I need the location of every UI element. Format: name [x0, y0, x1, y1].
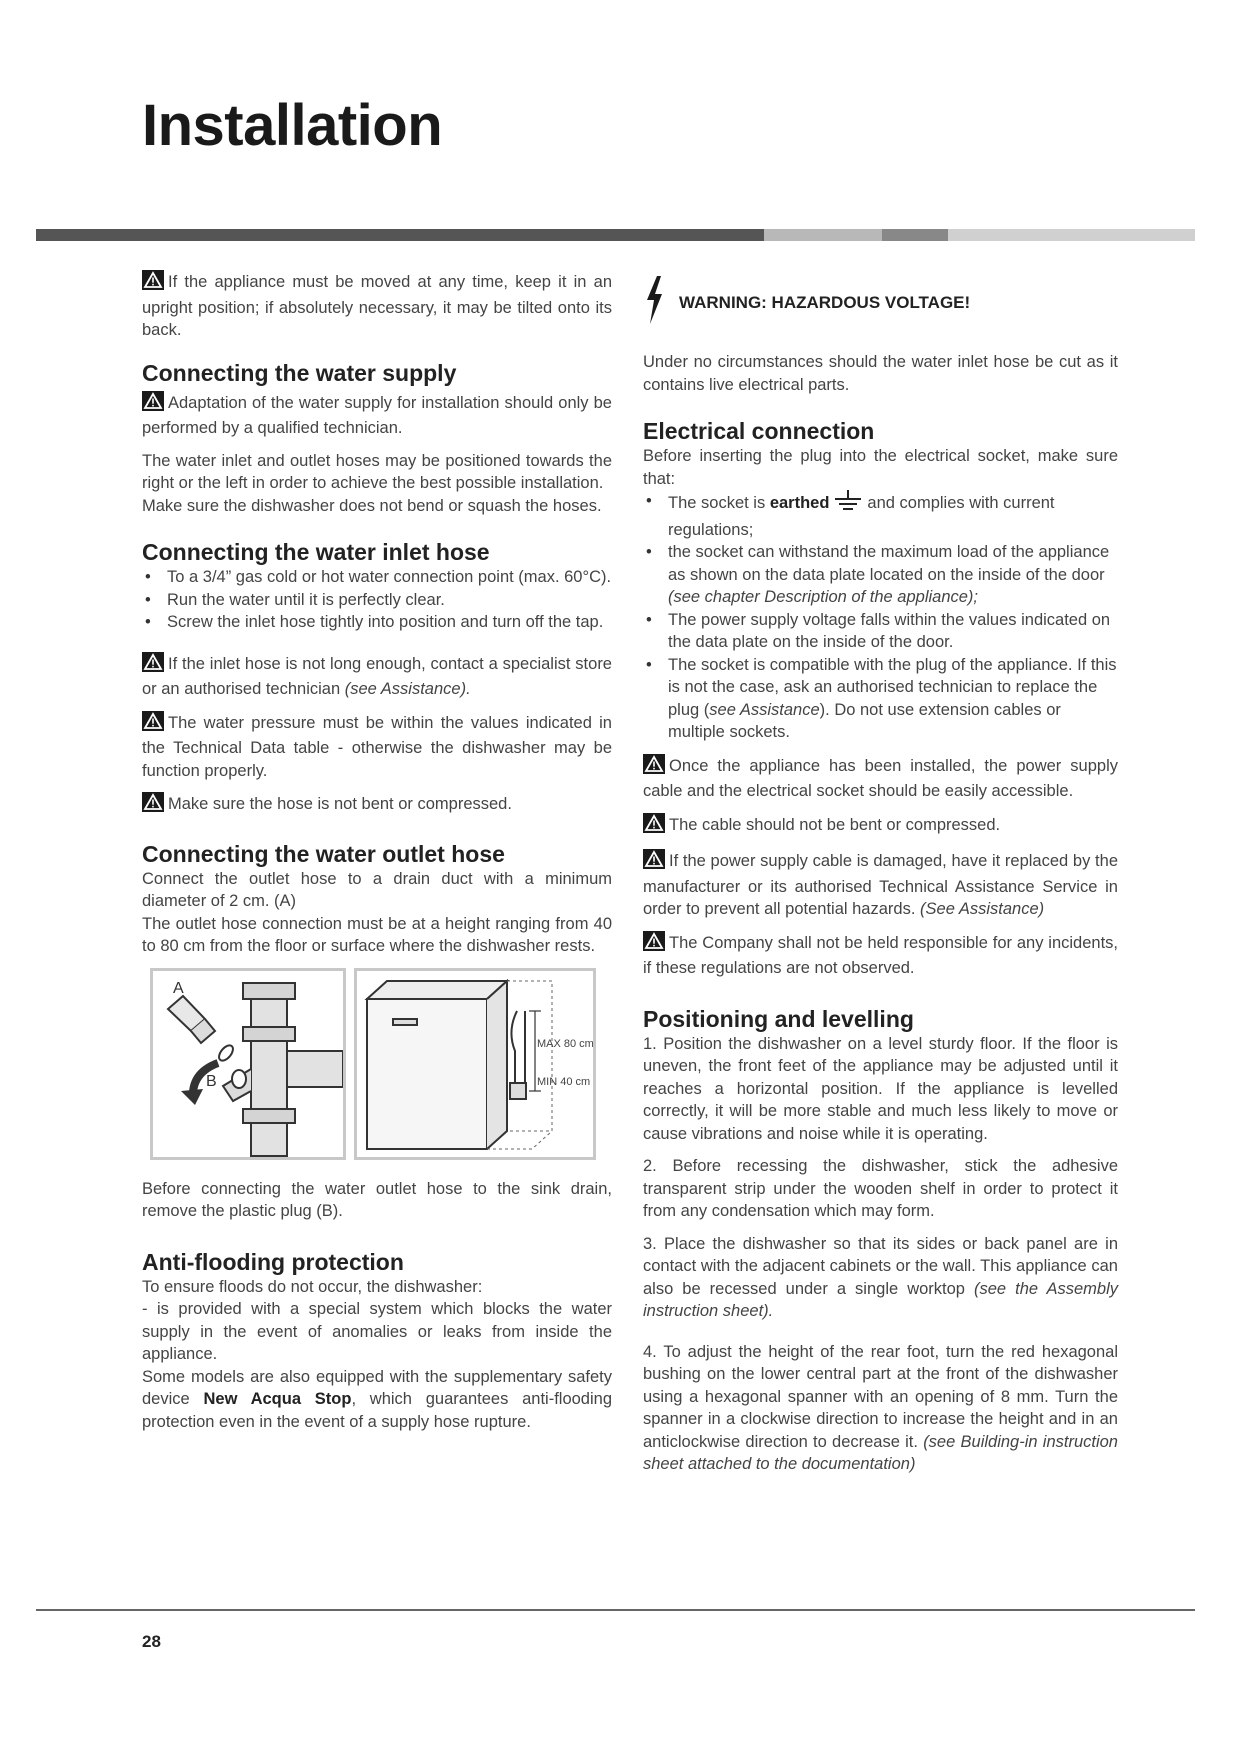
footer-rule	[36, 1609, 1195, 1611]
list-item	[643, 654, 1118, 744]
socket-text-a: The socket is compatible with the plug of the appliance. If this is not the case, ask an authorised technician to replace the plug (	[668, 655, 1117, 719]
electrical-list-2	[643, 609, 1118, 744]
fig-min-label: MIN 40 cm	[537, 1075, 591, 1088]
warning-icon	[142, 711, 164, 738]
list-item: • To a 3/4” gas cold or hot water connection point (max. 60°C).	[142, 566, 612, 589]
heading-water-supply: Connecting the water supply	[142, 359, 457, 386]
description-ref: (see chapter Description of the appliance);	[668, 588, 979, 606]
anti-flooding-paragraph-2: - is provided with a special system which blocks the water supply in the event of anomalies or leaks from inside the appliance.	[142, 1300, 612, 1363]
water-supply-warning	[142, 391, 612, 440]
fig-label-b: B	[206, 1072, 217, 1090]
water-supply-warning-text: Adaptation of the water supply for installation should only be performed by a qualified technician.	[142, 393, 612, 437]
outlet-hose-paragraph-1: Connect the outlet hose to a drain duct with a minimum diameter of 2 cm. (A)	[142, 869, 612, 910]
warning-icon	[142, 652, 164, 679]
fig-label-a: A	[173, 979, 184, 997]
positioning-step-4	[643, 1341, 1118, 1476]
hazard-warning-label: WARNING: HAZARDOUS VOLTAGE!	[679, 292, 971, 312]
outlet-hose-figure	[150, 968, 612, 1160]
warning-icon	[142, 391, 164, 418]
list-item	[643, 490, 1118, 541]
electrical-warning-4	[643, 931, 1118, 980]
anti-flooding-text-b: , which guarantees anti-flooding protection even in the event of a supply hose rupture.	[142, 1390, 612, 1431]
heading-outlet-hose: Connecting the water outlet hose	[142, 840, 505, 867]
building-in-sheet-ref: (see Building-in instruction sheet attached to the documentation)	[643, 1432, 1118, 1473]
see-assistance-ref: see Assistance	[709, 700, 820, 719]
inlet-hose-warning-2-text: The water pressure must be within the values indicated in the Technical Data table - otherwise the dishwasher may be function properly.	[142, 713, 612, 780]
socket-text-b: ). Do not use extension cables or multiple sockets.	[668, 700, 1061, 741]
electrical-warning-2	[643, 813, 1118, 840]
title-bar-mid	[882, 229, 948, 241]
positioning-step-2: 2. Before recessing the dishwasher, stick the adhesive transparent strip under the wooden shelf in order to protect it from any condensation which may form.	[643, 1157, 1118, 1220]
see-assistance-ref: (See Assistance)	[920, 900, 1045, 918]
intro-warning	[142, 270, 612, 342]
list-item: • the socket can withstand the maximum load of the appliance as shown on the data plate located on the inside of the door	[643, 541, 1118, 586]
heading-inlet-hose: Connecting the water inlet hose	[142, 539, 490, 565]
title-bar-faint	[948, 229, 1195, 241]
lightning-icon	[643, 274, 665, 331]
positioning-step-4-text: 4. To adjust the height of the rear foot, turn the red hexagonal bushing on the lower central part at the front of the dishwasher using a hexagonal spanner with an opening of 8 mm. Turn the spanner in a clockwise direction to increase the height and in an anticlockwise direction to decrease it.	[643, 1342, 1118, 1451]
warning-icon	[643, 849, 665, 876]
outlet-hose-paragraph-3: Before connecting the water outlet hose to the sink drain, remove the plastic plug (B).	[142, 1179, 612, 1220]
hazard-warning-text: Under no circumstances should the water inlet hose be cut as it contains live electrical parts.	[643, 353, 1118, 394]
list-item: • Run the water until it is perfectly clear.	[142, 589, 612, 612]
inlet-hose-warning-3-text: Make sure the hose is not bent or compressed.	[168, 795, 512, 813]
inlet-hose-warning-1	[142, 652, 612, 701]
electrical-warning-2-text: The cable should not be bent or compressed.	[669, 815, 1001, 834]
intro-warning-text: If the appliance must be moved at any time, keep it in an upright position; if absolutely necessary, it may be tilted onto its back.	[142, 273, 612, 339]
drain-fitting-illustration	[150, 968, 346, 1160]
page-number: 28	[142, 1632, 161, 1651]
heading-positioning: Positioning and levelling	[643, 1005, 914, 1032]
warning-icon	[142, 270, 164, 297]
electrical-warning-1	[643, 754, 1118, 803]
anti-flooding-paragraph-3	[142, 1366, 612, 1434]
inlet-hose-warning-3	[142, 792, 612, 819]
electrical-warning-4-text: The Company shall not be held responsible for any incidents, if these regulations are not observed.	[643, 933, 1118, 977]
warning-icon	[142, 792, 164, 819]
earthed-bold: earthed	[769, 494, 830, 512]
electrical-warning-1-text: Once the appliance has been installed, the power supply cable and the electrical socket should be easily accessible.	[643, 756, 1118, 800]
positioning-step-1: 1. Position the dishwasher on a level sturdy floor. If the floor is uneven, the front feet of the appliance may be adjusted until it reaches a horizontal position. If the appliance is levelled correctly, it will be more stable and much less likely to move or cause vibrations and noise while it is operating.	[643, 1034, 1118, 1143]
heading-electrical: Electrical connection	[643, 418, 875, 444]
assembly-sheet-ref: (see the Assembly instruction sheet).	[643, 1279, 1118, 1320]
new-acqua-stop: New Acqua Stop	[203, 1390, 352, 1408]
warning-icon	[643, 754, 665, 781]
electrical-list	[643, 490, 1118, 586]
list-item: • Screw the inlet hose tightly into position and turn off the tap.	[142, 611, 612, 634]
fig-max-label: MAX 80 cm	[537, 1037, 593, 1050]
outlet-hose-paragraph-2: The outlet hose connection must be at a height ranging from 40 to 80 cm from the floor or surface where the dishwasher rests.	[142, 914, 612, 955]
inlet-hose-list	[142, 566, 612, 634]
inlet-hose-warning-2	[142, 711, 612, 783]
title-bar-light	[764, 229, 882, 241]
electrical-intro: Before inserting the plug into the electrical socket, make sure that:	[643, 447, 1118, 488]
earth-ground-icon	[833, 490, 863, 519]
anti-flooding-text-a: Some models are also equipped with the supplementary safety device	[142, 1367, 612, 1408]
positioning-step-3	[643, 1233, 1118, 1323]
warning-icon	[643, 931, 665, 958]
inlet-hose-warning-1-text: If the inlet hose is not long enough, contact a specialist store or an authorised technician	[142, 654, 612, 698]
right-column	[643, 270, 1118, 1486]
earthed-text-b: and complies with current regulations;	[668, 494, 1055, 539]
title-bar-dark	[36, 229, 764, 241]
left-column	[142, 270, 612, 1443]
hazard-warning	[643, 274, 1118, 331]
electrical-warning-3-text: If the power supply cable is damaged, have it replaced by the manufacturer or its authorised Technical Assistance Service in order to prevent all potential hazards.	[643, 852, 1118, 918]
water-supply-paragraph-1: The water inlet and outlet hoses may be positioned towards the right or the left in order to achieve the best possible installation.	[142, 451, 612, 492]
list-item: • The power supply voltage falls within the values indicated on the data plate on the inside of the door.	[643, 609, 1118, 654]
heading-anti-flooding: Anti-flooding protection	[142, 1248, 404, 1275]
anti-flooding-paragraph-1: To ensure floods do not occur, the dishwasher:	[142, 1277, 483, 1296]
electrical-warning-3	[643, 849, 1118, 921]
see-assistance-ref: (see Assistance).	[344, 680, 471, 698]
water-supply-paragraph-2: Make sure the dishwasher does not bend or squash the hoses.	[142, 496, 602, 515]
warning-icon	[643, 813, 665, 840]
dishwasher-height-illustration	[354, 968, 596, 1160]
earthed-text-a: The socket is	[668, 494, 766, 512]
page-title: Installation	[142, 93, 443, 158]
positioning-step-3-text: 3. Place the dishwasher so that its sides or back panel are in contact with the adjacent cabinets or the wall. This appliance can also be recessed under a single worktop	[643, 1234, 1118, 1298]
